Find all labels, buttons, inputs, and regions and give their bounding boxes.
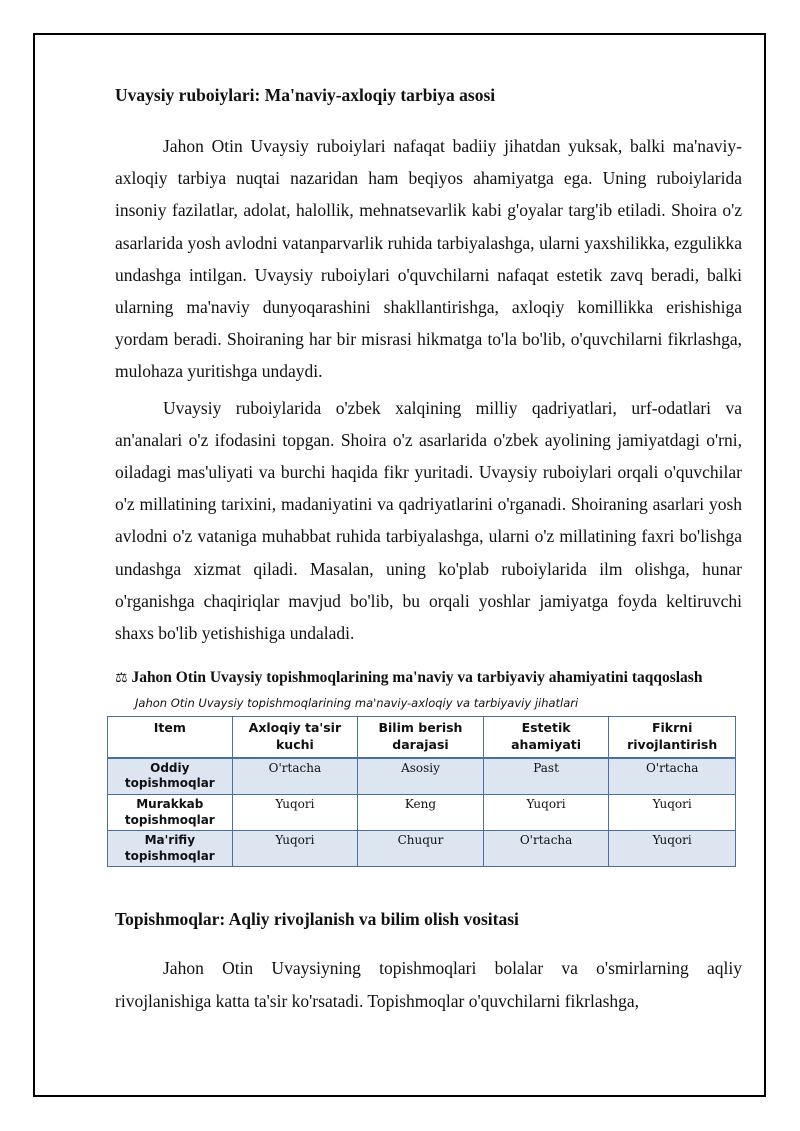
table-cell: Yuqori [232, 795, 358, 831]
table-title-text: Jahon Otin Uvaysiy topishmoqlarining ma'naviy va tarbiyaviy ahamiyatini taqqoslash [131, 669, 703, 687]
section1-heading: Uvaysiy ruboiylari: Ma'naviy-axloqiy tarbiya asosi [115, 85, 496, 105]
table-cell: Asosiy [358, 758, 484, 795]
table-header-cell: Item [108, 716, 233, 758]
table-header-row [108, 716, 736, 758]
table-header-cell: Estetik ahamiyati [483, 716, 609, 758]
scales-icon: ⚖ [115, 670, 128, 687]
table-cell: Chuqur [358, 831, 484, 867]
table-row-label: Murakkab topishmoqlar [108, 795, 233, 831]
table-cell: Yuqori [609, 831, 736, 867]
table-row [108, 795, 736, 831]
table-cell: Yuqori [609, 795, 736, 831]
section2-heading: Topishmoqlar: Aqliy rivojlanish va bilim olish vositasi [115, 909, 519, 930]
table-row [108, 758, 736, 795]
table-cell: O'rtacha [483, 831, 609, 867]
section1-paragraph-2: Uvaysiy ruboiylarida o'zbek xalqining milliy qadriyatlari, urf-odatlari va an'analari o'z ifodasini topgan. Shoira o'z asarlarida o'zbek ayolining jamiyatdagi o'rni, oiladagi mas'uliyati va burchi haqida fikr yuritadi. Uvaysiy ruboiylari orqali o'quvchilar o'z millatining tarixini, madaniyatini va qadriyatlarini o'rganadi. Shoiraning asarlari yosh avlodni o'z vataniga muhabbat ruhida tarbiyalashga, ularni o'z millatining faxri bo'lishga undashga xizmat qiladi. Masalan, uning ko'plab ruboiylarida ilm olishga, hunar o'rganishga chaqiriqlar mavjud bo'lib, bu orqali yoshlar jamiyatga foyda keltiruvchi shaxs bo'lib yetishishiga undaladi. [115, 397, 742, 644]
table-header-cell: Bilim berish darajasi [358, 716, 484, 758]
comparison-table [107, 716, 736, 868]
table-row-label: Oddiy topishmoqlar [108, 758, 233, 795]
table-cell: O'rtacha [609, 758, 736, 795]
document-content [115, 85, 742, 1017]
table-cell: Yuqori [232, 831, 358, 867]
table-cell: Past [483, 758, 609, 795]
table-header-cell: Axloqiy ta'sir kuchi [232, 716, 358, 758]
table-header-cell: Fikrni rivojlantirish [609, 716, 736, 758]
table-title [115, 669, 742, 688]
table-row-label: Ma'rifiy topishmoqlar [108, 831, 233, 867]
table-cell: Yuqori [483, 795, 609, 831]
table-cell: O'rtacha [232, 758, 358, 795]
table-row [108, 831, 736, 867]
table-cell: Keng [358, 795, 484, 831]
section1-paragraph-1: Jahon Otin Uvaysiy ruboiylari nafaqat badiiy jihatdan yuksak, balki ma'naviy-axloqiy tarbiya nuqtai nazaridan ham beqiyos ahamiyatga ega. Uning ruboiylarida insoniy fazilatlar, adolat, halollik, mehnatsevarlik kabi g'oyalar targ'ib etiladi. Shoira o'z asarlarida yosh avlodni vatanparvarlik ruhida tarbiyalashga, ularni yaxshilikka, ezgulikka undashga intilgan. Uvaysiy ruboiylari o'quvchilarni nafaqat estetik zavq beradi, balki ularning ma'naviy dunyoqarashini shakllantirishga, axloqiy komillikka erishishiga yordam beradi. Shoiraning har bir misrasi hikmatga to'la bo'lib, o'quvchilarni fikrlashga, mulohaza yuritishga undaydi. [115, 136, 742, 382]
table-subtitle: Jahon Otin Uvaysiy topishmoqlarining ma'naviy-axloqiy va tarbiyaviy jihatlari [135, 695, 579, 710]
section2-paragraph-1: Jahon Otin Uvaysiyning topishmoqlari bolalar va o'smirlarning aqliy rivojlanishiga katta ta'sir ko'rsatadi. Topishmoqlar o'quvchilarni fikrlashga, [115, 958, 742, 1011]
